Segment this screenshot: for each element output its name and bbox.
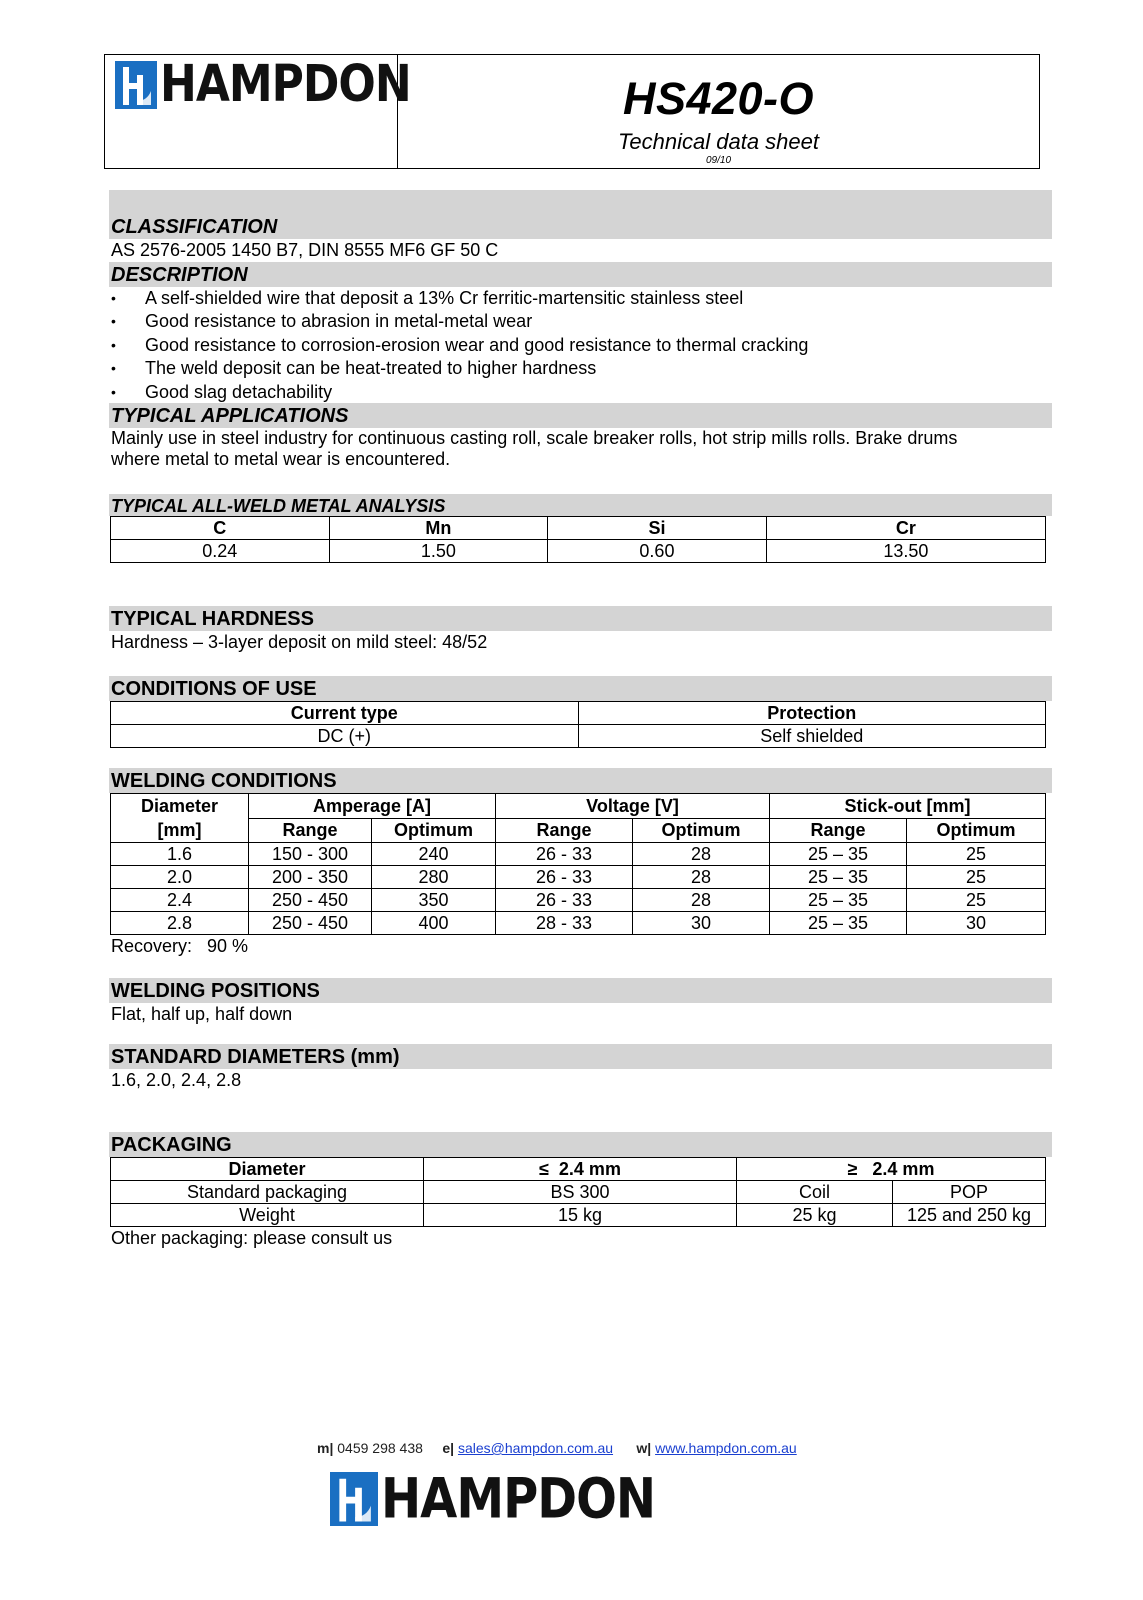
welding-cell: 1.6: [111, 843, 249, 866]
diameters-text: 1.6, 2.0, 2.4, 2.8: [111, 1070, 242, 1090]
conditions-value-protection: Self shielded: [578, 725, 1046, 748]
welding-col-diameter: [111, 794, 249, 843]
welding-cell: 250 - 450: [249, 889, 372, 912]
description-heading: DESCRIPTION: [109, 262, 1052, 287]
description-section: [109, 262, 1052, 404]
classification-section: [109, 214, 1052, 262]
conditions-col-current: Current type: [111, 702, 579, 725]
conditions-heading: CONDITIONS OF USE: [109, 676, 1052, 701]
footer-contact: [317, 1440, 797, 1456]
table-header-row: [111, 702, 1046, 725]
packaging-col-large: ≥ 2.4 mm: [737, 1158, 1046, 1181]
logo-wordmark: HAMPDON: [160, 55, 411, 114]
document-title: HS420-O: [622, 73, 815, 124]
welding-col-stickout: Stick-out [mm]: [770, 794, 1046, 819]
welding-cell: 26 - 33: [496, 843, 633, 866]
analysis-col-c: C: [111, 517, 330, 540]
table-row: [111, 725, 1046, 748]
welding-col-voltage: Voltage [V]: [496, 794, 770, 819]
table-row: [111, 1181, 1046, 1204]
welding-cell: 28 - 33: [496, 912, 633, 935]
table-row: [111, 843, 1046, 866]
phone-number: 0459 298 438: [337, 1440, 423, 1456]
analysis-col-mn: Mn: [329, 517, 548, 540]
analysis-value-c: 0.24: [111, 540, 330, 563]
packaging-cell: Coil: [737, 1181, 893, 1204]
packaging-col-diameter: Diameter: [111, 1158, 424, 1181]
welding-sub-optimum: Optimum: [633, 818, 770, 843]
footer-logo: [330, 1466, 656, 1532]
list-item: • Good slag detachability: [109, 381, 1052, 404]
welding-cell: 26 - 33: [496, 866, 633, 889]
table-row: [111, 912, 1046, 935]
hardness-section: [109, 606, 1052, 654]
logo-wordmark: HAMPDON: [381, 1466, 656, 1532]
website-link[interactable]: www.hampdon.com.au: [655, 1440, 797, 1456]
welding-cell: 30: [633, 912, 770, 935]
diameters-section: [109, 1044, 1052, 1092]
welding-section: [109, 768, 1052, 958]
analysis-value-si: 0.60: [548, 540, 767, 563]
analysis-col-cr: Cr: [766, 517, 1045, 540]
welding-heading: WELDING CONDITIONS: [109, 768, 1052, 793]
welding-cell: 150 - 300: [249, 843, 372, 866]
welding-cell: 28: [633, 843, 770, 866]
welding-cell: 25: [907, 889, 1046, 912]
welding-col-amperage: Amperage [A]: [249, 794, 496, 819]
conditions-col-protection: Protection: [578, 702, 1046, 725]
hampdon-logo-icon: [115, 61, 157, 109]
welding-sub-optimum: Optimum: [372, 818, 496, 843]
welding-recovery: Recovery: 90 %: [111, 936, 249, 956]
welding-sub-range: Range: [496, 818, 633, 843]
hardness-text: Hardness – 3-layer deposit on mild steel: 48/52: [111, 632, 488, 652]
packaging-cell: 125 and 250 kg: [893, 1204, 1046, 1227]
welding-cell: 200 - 350: [249, 866, 372, 889]
analysis-value-mn: 1.50: [329, 540, 548, 563]
table-header-row: [111, 1158, 1046, 1181]
positions-text: Flat, half up, half down: [111, 1004, 293, 1024]
table-row: [111, 889, 1046, 912]
table-header-row: [111, 794, 1046, 819]
packaging-row-label: Standard packaging: [111, 1181, 424, 1204]
positions-section: [109, 978, 1052, 1026]
welding-cell: 400: [372, 912, 496, 935]
welding-table: [110, 793, 1046, 935]
applications-text-line2: where metal to metal wear is encountered.: [111, 449, 451, 469]
welding-diameter-head-1: Diameter: [140, 796, 219, 816]
welding-cell: 25 – 35: [770, 866, 907, 889]
packaging-cell: 15 kg: [424, 1204, 737, 1227]
welding-cell: 25: [907, 866, 1046, 889]
header-title-cell: [398, 55, 1039, 168]
welding-cell: 2.8: [111, 912, 249, 935]
welding-cell: 2.4: [111, 889, 249, 912]
positions-heading: WELDING POSITIONS: [109, 978, 1052, 1003]
packaging-table: [110, 1157, 1046, 1227]
table-subheader-row: [111, 818, 1046, 843]
packaging-cell: 25 kg: [737, 1204, 893, 1227]
header-logo-cell: [105, 55, 411, 168]
packaging-note: Other packaging: please consult us: [111, 1228, 393, 1248]
hampdon-logo-icon: [330, 1472, 378, 1526]
welding-cell: 2.0: [111, 866, 249, 889]
conditions-value-current: DC (+): [111, 725, 579, 748]
welding-cell: 240: [372, 843, 496, 866]
table-row: [111, 540, 1046, 563]
welding-diameter-head-2: [mm]: [157, 820, 202, 840]
applications-section: [109, 403, 1052, 470]
conditions-section: [109, 676, 1052, 748]
hardness-heading: TYPICAL HARDNESS: [109, 606, 1052, 631]
email-label: e|: [442, 1440, 455, 1456]
welding-cell: 26 - 33: [496, 889, 633, 912]
table-row: [111, 866, 1046, 889]
welding-sub-range: Range: [770, 818, 907, 843]
applications-heading: TYPICAL APPLICATIONS: [109, 403, 1052, 428]
welding-cell: 350: [372, 889, 496, 912]
welding-cell: 250 - 450: [249, 912, 372, 935]
list-item: • A self-shielded wire that deposit a 13% Cr ferritic-martensitic stainless steel: [109, 287, 1052, 310]
description-list: [109, 287, 1052, 404]
list-item: • Good resistance to abrasion in metal-metal wear: [109, 310, 1052, 333]
analysis-value-cr: 13.50: [766, 540, 1045, 563]
document-header: [104, 54, 1040, 169]
web-label: w|: [636, 1440, 652, 1456]
packaging-cell: POP: [893, 1181, 1046, 1204]
welding-cell: 30: [907, 912, 1046, 935]
classification-text: AS 2576-2005 1450 B7, DIN 8555 MF6 GF 50 C: [111, 240, 499, 260]
packaging-section: [109, 1132, 1052, 1250]
document-subtitle: Technical data sheet: [618, 129, 819, 154]
list-item: • Good resistance to corrosion-erosion wear and good resistance to thermal cracking: [109, 334, 1052, 357]
list-item: • The weld deposit can be heat-treated to higher hardness: [109, 357, 1052, 380]
analysis-section: [109, 494, 1052, 563]
welding-cell: 28: [633, 866, 770, 889]
welding-cell: 28: [633, 889, 770, 912]
analysis-col-si: Si: [548, 517, 767, 540]
phone-label: m|: [317, 1440, 334, 1456]
welding-cell: 25 – 35: [770, 889, 907, 912]
analysis-table: [110, 516, 1046, 563]
table-header-row: [111, 517, 1046, 540]
welding-sub-range: Range: [249, 818, 372, 843]
packaging-cell: BS 300: [424, 1181, 737, 1204]
packaging-row-label: Weight: [111, 1204, 424, 1227]
welding-cell: 25: [907, 843, 1046, 866]
packaging-col-small: ≤ 2.4 mm: [424, 1158, 737, 1181]
analysis-heading: TYPICAL ALL-WELD METAL ANALYSIS: [109, 494, 1052, 516]
welding-cell: 25 – 35: [770, 843, 907, 866]
welding-sub-optimum: Optimum: [907, 818, 1046, 843]
classification-heading: CLASSIFICATION: [109, 214, 1052, 239]
welding-cell: 280: [372, 866, 496, 889]
diameters-heading: STANDARD DIAMETERS (mm): [109, 1044, 1052, 1069]
header-spacer-band: [109, 190, 1052, 214]
applications-text-line1: Mainly use in steel industry for continuous casting roll, scale breaker rolls, hot strip mills rolls. Brake drums: [111, 428, 958, 448]
email-link[interactable]: sales@hampdon.com.au: [457, 1440, 614, 1456]
company-logo: [115, 55, 411, 114]
document-date: 09/10: [705, 155, 732, 166]
packaging-heading: PACKAGING: [109, 1132, 1052, 1157]
conditions-table: [110, 701, 1046, 748]
table-row: [111, 1204, 1046, 1227]
welding-cell: 25 – 35: [770, 912, 907, 935]
